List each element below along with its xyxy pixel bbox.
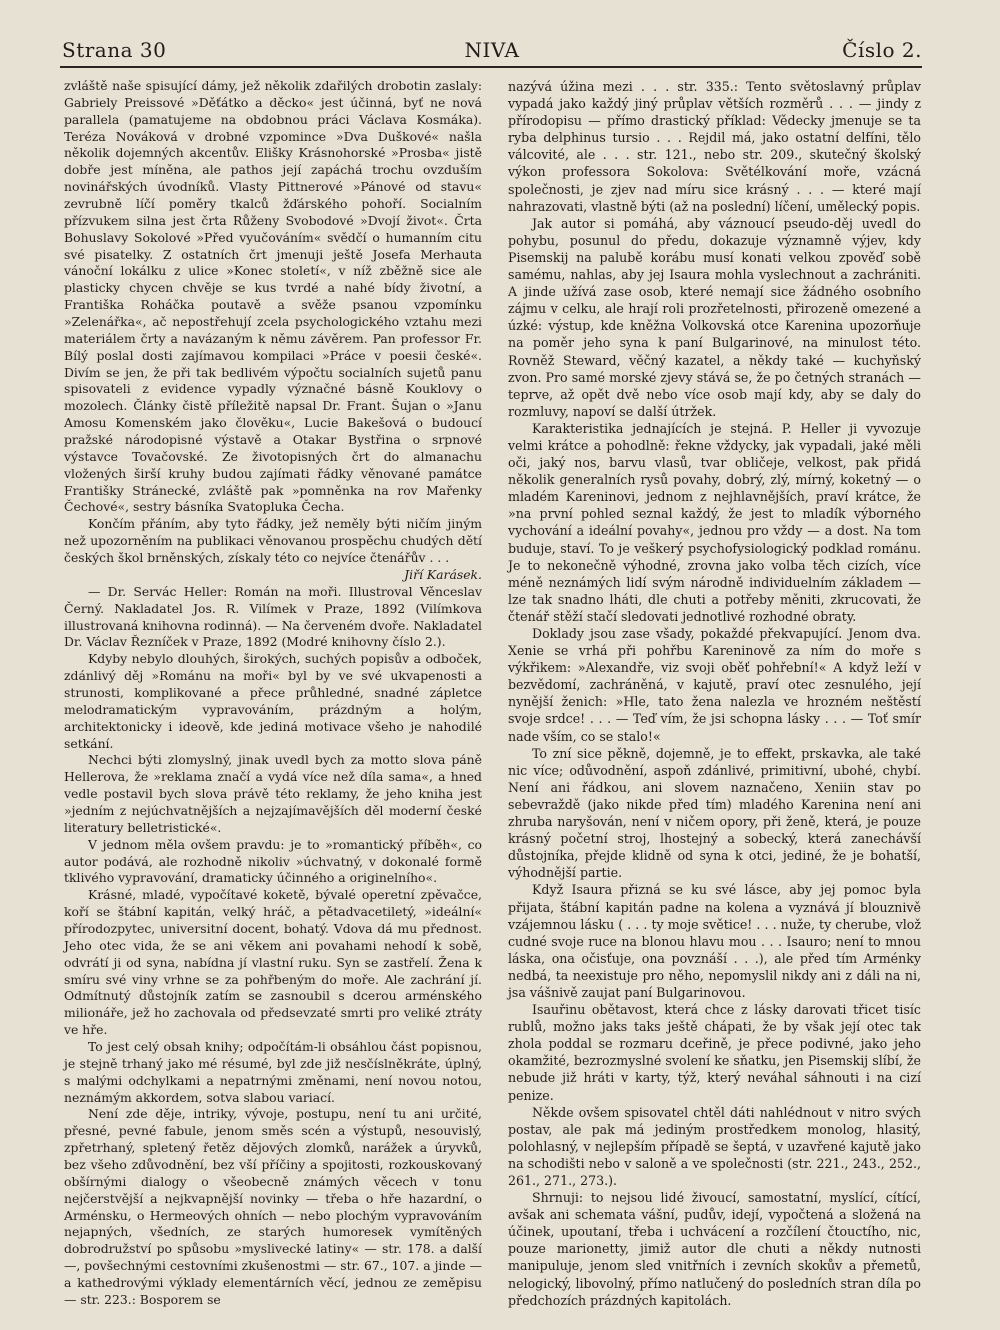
- issue-number: Číslo 2.: [842, 38, 922, 62]
- paragraph: Kdyby nebylo dlouhých, širokých, suchých popisův a odboček, zdánlivý děj »Románu na moři« byl by ve své ukvapenosti a strunosti, komplikované a přece průhledné, snadné zápletce melodramatickým vypravováním, prázdným a holým, architektonicky i ideově, kde jediná motivace všeho je nahodilé setkání.: [64, 651, 482, 751]
- paragraph: Karakteristika jednajících je stejná. P. Heller ji vyvozuje velmi krátce a pohodlně: řekne vždycky, jak vypadali, jaké měli oči, jaký nos, barvu vlasů, tvar obličeje, velkost, pak přidá několik generalních rysů povahy, dobrý, zlý, mírný, koketný — o mladém Kareninovi, jednom z nejhlavnějších, praví krátce, že »na první pohled seznal každý, že jest to mladík výborného vychování a ideální povahy«, jednou pro vždy — a dost. Na tom buduje, staví. To je veškerý psychofysiologický podklad románu. Je to nekonečně výhodné, zrovna jako volba těch cizích, více méně neznámých lidí svým národně individuelním základem — lze tak snadno lháti, dle chuti a potřeby měniti, zkrucovati, že čtenář stěží stačí sledovati jednotlivé rozhodné obraty.: [508, 420, 921, 624]
- paragraph: zvláště naše spisující dámy, jež několik zdařilých drobotin zaslaly: Gabriely Preissové »Děťátko a děcko« jest účinná, byť ne nová parallela (pamatujeme na obdobnou práci Václava Kosmáka). Teréza Nováková v drobné vzpomince »Dva Duškové« našla několik dojemných akcentův. Elišky Krásnohorské »Prosba« jistě dobře jest míněna, ale pathos její zapáchá trochu ovzduším novinářských úvodníků. Vlasty Pittnerové »Pánové od stavu« zevrubně líčí poměry tkalců žďárského pohoří. Socialním přízvukem silna jest črta Růženy Svobodové »Dvojí život«. Črta Bohuslavy Sokolové »Před vyučováním« svědčí o humanním citu své pisatelky. Z ostatních črt jmenuji ještě Josefa Merhauta vánoční lokálku z ulice »Konec století«, v níž zběžně sice ale plasticky chycen chvěje se kus tvrdé a nahé bídy životní, a Františka Roháčka poutavě a svěže psanou vzpomínku »Zelenářka«, ač nepostřehují zcela psychologického vztahu mezi materiálem črty a navázaným k němu závěrem. Pan professor Fr. Bílý poslal dosti zajímavou kompilaci »Práce v poesii české«. Divím se jen, že při tak bedlivém výpočtu socialních sujetů panu spisovateli z evidence vypadly význačné básně Kouklovy o mozolech. Články čistě příležitě napsal Dr. Frant. Šujan o »Janu Amosu Komenském jako člověku«, Lucie Bakešová o budoucí pražské národopisné výstavě a Otakar Bystřina o srpnové výstavce Tovačovské. Ze životopisných črt do almanachu vložených širší kruhy budou zajímati řádky věnované památce Františky Stránecké, zvláště pak »pomněnka na rov Mařenky Čechové«, sestry básníka Svatopluka Čecha.: [64, 78, 482, 515]
- paragraph: Není zde děje, intriky, vývoje, postupu, není tu ani určité, přesné, pevné fabule, jenom směs scén a výstupů, nesouvislý, zpřetrhaný, spletený řetěz dějových zlomků, narážek a úryvků, bez všeho zdůvodnění, bez vší příčiny a spojitosti, rozkouskovaný obšírnými dialogy o všeobecně známých věcech v tonu nejčerstvější a nejkvapnější novinky — třeba o hře hazardní, o Arménsku, o Hermeových ohních — nebo plochým vypravováním nejapných, všedních, ze starých humoresek vymítěných dobrodružství po spůsobu »myslivecké latiny« — str. 178. a další —, povšechnými cestovními zkušenostmi — str. 67., 107. a jinde — a kathedrovými výklady elementárních věcí, jednou ze zeměpisu — str. 223.: Bosporem se: [64, 1106, 482, 1307]
- paragraph: Jak autor si pomáhá, aby váznoucí pseudo-děj uvedl do pohybu, posunul do předu, dokazuje významně výjev, kdy Pisemskij na palubě korábu musí konati velkou zpověď sobě samému, nahlas, aby jej Isaura mohla vyslechnout a zachrániti. A jinde užívá zase osob, které nemají sice žádného osobního zájmu v celku, ale hrají roli prozřetelnosti, přirozeně omezené a úzké: výstup, kde kněžna Volkovská otce Karenina upozorňuje na poměr jeho syna k paní Bulgarinové, na minulost této. Rovněž Steward, věčný kazatel, a někdy také — kuchyňský zvon. Pro samé morské zjevy stává se, že po četných stranách — teprve, až opět dvě nebo více osob mají kdy, aby se daly do rozmluvy, napoví se další útržek.: [508, 215, 921, 419]
- page-number: Strana 30: [62, 38, 167, 62]
- paragraph: Isauřinu obětavost, která chce z lásky darovati třicet tisíc rublů, možno jaks taks ještě chápati, že by však její otec tak zhola poddal se rozmaru dceřině, je přece podivné, jako jeho okamžité, bezrozmyslné svolení ke sňatku, jen Pisemskij slíbí, že nebude již hráti v karty, týž, který neváhal sáhnouti i na cizí penize.: [508, 1002, 921, 1103]
- paragraph: To zní sice pěkně, dojemně, je to effekt, prskavka, ale také nic více; odůvodnění, aspoň zdánlivé, primitivní, ubohé, chybí. Není ani řádkou, ani slovem naznačeno, Xeniin stav po sebevraždě (jako nikde před tím) mladého Karenina není ani zhruba naryšován, není v ničem opory, při ženě, která, je pouze krásný početní stroj, lhostejný a sobecký, která zanechávší důstojníka, přejde klidně od syna k otci, jediné, že je bohatší, výhodnější partie.: [508, 745, 921, 881]
- paragraph: Shrnuji: to nejsou lidé živoucí, samostatní, myslící, cítící, avšak ani schemata vášní, pudův, idejí, vypočtená a složená na účinek, upoutaní, třeba i uchvácení a rozčílení čtouctího, nic, pouze marionetty, jimiž autor dle chuti a někdy nutnosti manipuluje, jenom sled vnitřních i zevních skokův a přemetů, nelogický, libovolný, přímo natlučený do posledních stran díla po předchozích prázdných kapitolách.: [508, 1190, 921, 1308]
- header-rule: [60, 66, 922, 68]
- paragraph: Když Isaura přizná se ku své lásce, aby jej pomoc byla přijata, štábní kapitán padne na kolena a vyznává jí blouznivě vzájemnou lásku ( . . . ty moje světice! . . . nuže, ty cherube, vlož cudné svoje ruce na blonou hlavu mou . . . Isauro; není to mnou láska, ona očisťuje, ona povznáší . . .), ale před tím Arménky nedbá, ta neexistuje pro něho, nepomyslil nikdy ani z dáli na ni, jsa vášnivě zaujat paní Bulgarinovou.: [508, 882, 921, 1000]
- review-heading: — Dr. Servác Heller: Román na moři. Illustroval Věnceslav Černý. Nakladatel Jos. R. Vilímek v Praze, 1892 (Vilímkova illustrovaná knihovna rodinná). — Na červeném dvoře. Nakladatel Dr. Václav Řezníček v Praze, 1892 (Modré knihovny číslo 2.).: [64, 583, 482, 650]
- paragraph: Končím přáním, aby tyto řádky, jež neměly býti ničím jiným než upozorněním na publikaci věnovanou prospěchu chudých dětí českých škol brněnských, získaly této co nejvíce čtenářův . . .: [64, 516, 482, 566]
- magazine-title: NIVA: [464, 38, 520, 62]
- paragraph: Doklady jsou zase všady, pokaždé překvapující. Jenom dva. Xenie se vrhá při pohřbu Kareninově za ním do moře s výkřikem: »Alexandře, viz svoji oběť pohřební!« A když leží v bezvědomí, zachráněná, v kajutě, praví otec zesnulého, její nynější ženich: »Hle, tato žena nalezla ve hrozném neštěstí svoje srdce! . . . — Teď vím, že jsi schopna lásky . . . — Toť smír nade vším, co se stalo!«: [508, 626, 921, 744]
- paragraph: To jest celý obsah knihy; odpočítám-li obsáhlou část popisnou, je stejně trhaný jako mé résumé, byl zde již nesčíslněkráte, úplný, s malými odchylkami a nepatrnými změnami, není novou notou, neznámým akkordem, sotva slabou variací.: [64, 1038, 482, 1105]
- paragraph: Někde ovšem spisovatel chtěl dáti nahlédnout v nitro svých postav, ale pak má jediným prostředkem monolog, hlasitý, polohlasný, v nejlepším případě se šeptá, v uzavřené kajutě jako na schodišti nebo v saloně a ve společnosti (str. 221., 243., 252., 261., 271., 273.).: [508, 1104, 921, 1188]
- paragraph: Nechci býti zlomyslný, jinak uvedl bych za motto slova páně Hellerova, že »reklama značí a vydá více než díla sama«, a hned vedle postavil bych slova právě této reklamy, že jeho kniha jest »jedním z nejúchvatnějších a nejzajímavějších děl moderní české literatury belletristické«.: [64, 752, 482, 835]
- paragraph: V jednom měla ovšem pravdu: je to »romantický příběh«, co autor podává, ale rozhodně nikoliv »úchvatný, v dokonalé formě tklivého vypravování, dramaticky účinného a originelního«.: [64, 836, 482, 886]
- paragraph: Krásné, mladé, vypočítavé koketě, bývalé operetní zpěvačce, koří se štábní kapitán, velký hráč, a pětadvacetiletý, »ideální« přírodozpytec, universitní docent, bohatý. Vdova dá mu přednost. Jeho otec vida, že se ani věkem ani povahami nehodí k sobě, odvrátí ji od syna, nabídna jí vlastní ruku. Syn se zastřelí. Žena k smíru své viny vrhne se za pohřbeným do moře. Ale zachrání jí. Odmítnutý důstojník zatím se zasnoubil s dcerou arménského milionáře, jež ho zachovala od předsevzaté smrti pro veliké ztráty ve hře.: [64, 887, 482, 1038]
- author-signature: Jiří Karásek.: [404, 566, 482, 582]
- right-column: [508, 78, 921, 1309]
- page-header: [62, 38, 922, 74]
- paragraph: nazývá úžina mezi . . . str. 335.: Tento světoslavný průplav vypadá jako každý jiný průplav větších rozměrů . . . — jindy z přírodopisu — přímo drastický příklad: Vědecky jmenuje se ta ryba delphinus tursio . . . Rejdil má, jako ostatní delfíni, tělo válcovité, ale . . . str. 121., nebo str. 209., skutečný školský výkon professora Sokolova: Světélkování moře, vzácná společnosti, je zjev nad míru sice krásný . . . — které mají nahrazovati, vlastně býti (až na poslední) líčení, umělecký popis.: [508, 79, 921, 214]
- left-column: [64, 78, 482, 1309]
